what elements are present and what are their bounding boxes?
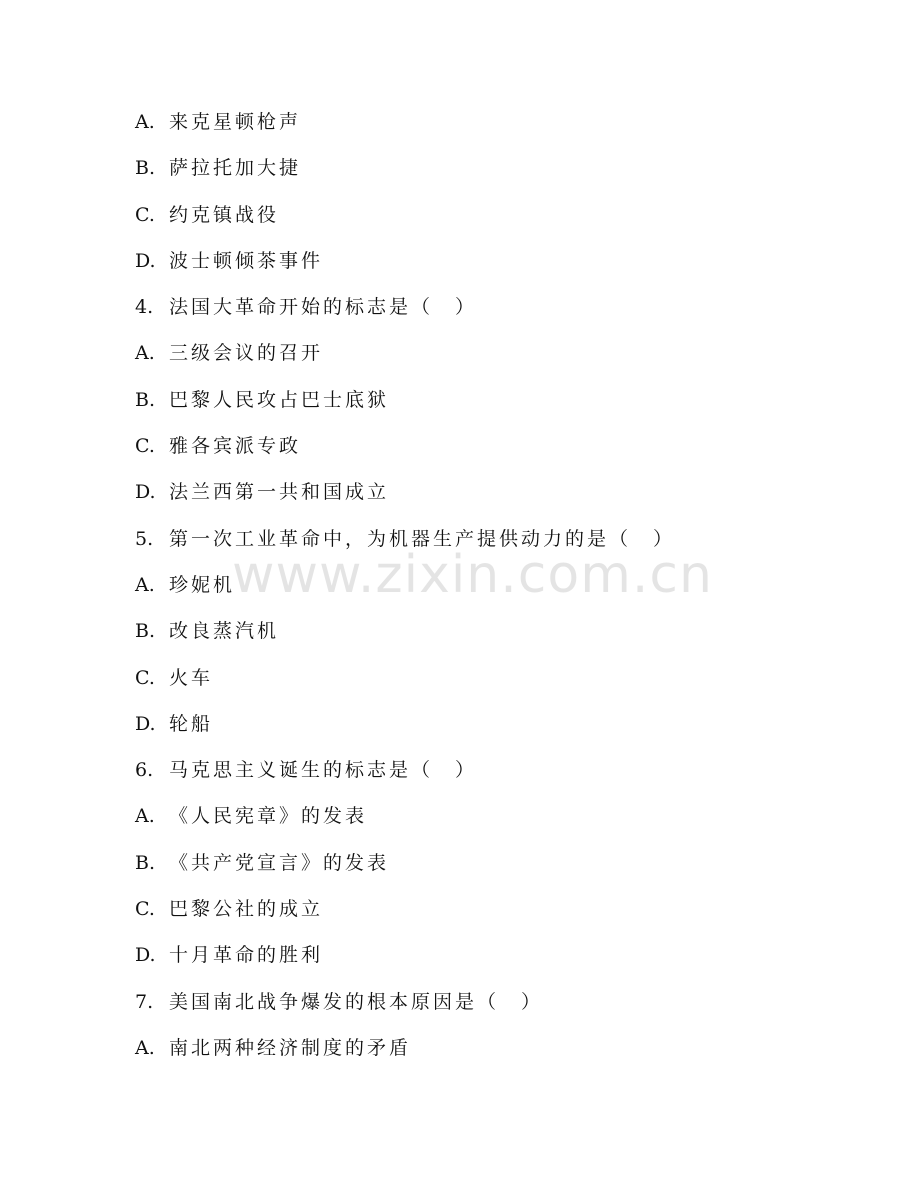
option-marker: A. <box>135 1036 155 1059</box>
option-marker: C. <box>135 898 155 921</box>
option-line <box>135 469 855 515</box>
option-line <box>135 99 855 145</box>
option-marker: C. <box>135 666 155 689</box>
option-line <box>135 377 855 423</box>
option-line <box>135 701 855 747</box>
option-text: 巴黎公社的成立 <box>169 898 324 921</box>
option-marker: A. <box>135 573 155 596</box>
question-list <box>135 99 855 1071</box>
option-line <box>135 1025 855 1071</box>
option-text: 巴黎人民攻占巴士底狱 <box>169 388 390 411</box>
option-line <box>135 840 855 886</box>
option-text: 珍妮机 <box>169 573 236 596</box>
option-line <box>135 562 855 608</box>
option-marker: D. <box>135 249 156 272</box>
question-number: 4. <box>135 296 154 319</box>
question-number: 7. <box>135 990 154 1013</box>
option-marker: A. <box>135 805 155 828</box>
option-line <box>135 238 855 284</box>
option-text: 《共产党宣言》的发表 <box>169 851 390 874</box>
question-text: 美国南北战争爆发的根本原因是（ ） <box>169 990 544 1013</box>
option-marker: D. <box>135 944 156 967</box>
option-text: 来克星顿枪声 <box>169 111 302 133</box>
option-marker: D. <box>135 481 156 504</box>
option-text: 轮船 <box>169 712 214 735</box>
option-text: 萨拉托加大捷 <box>169 157 302 180</box>
watermark: www.zixin.com.cn <box>232 545 713 605</box>
question-text: 第一次工业革命中，为机器生产提供动力的是（ ） <box>169 527 676 550</box>
question-text: 法国大革命开始的标志是（ ） <box>169 296 478 319</box>
option-text: 约克镇战役 <box>169 203 280 226</box>
question-text: 马克思主义诞生的标志是（ ） <box>169 759 478 782</box>
option-marker: A. <box>135 342 155 365</box>
option-marker: B. <box>135 157 156 180</box>
option-marker: B. <box>135 388 156 411</box>
option-text: 改良蒸汽机 <box>169 620 280 643</box>
option-marker: C. <box>135 203 155 226</box>
option-text: 南北两种经济制度的矛盾 <box>169 1036 412 1059</box>
option-text: 十月革命的胜利 <box>169 944 324 967</box>
option-line <box>135 330 855 376</box>
option-marker: A. <box>135 111 155 133</box>
option-line <box>135 655 855 701</box>
option-text: 法兰西第一共和国成立 <box>169 481 390 504</box>
option-line <box>135 932 855 978</box>
option-marker: B. <box>135 851 156 874</box>
question-number: 5. <box>135 527 154 550</box>
option-text: 三级会议的召开 <box>169 342 324 365</box>
option-text: 火车 <box>169 666 214 689</box>
option-text: 《人民宪章》的发表 <box>169 805 368 828</box>
option-line <box>135 608 855 654</box>
option-marker: D. <box>135 712 156 735</box>
question-line <box>135 979 855 1025</box>
option-line <box>135 145 855 191</box>
option-marker: C. <box>135 435 155 458</box>
question-line <box>135 747 855 793</box>
question-line <box>135 516 855 562</box>
question-line <box>135 284 855 330</box>
option-line <box>135 886 855 932</box>
option-line <box>135 793 855 839</box>
option-marker: B. <box>135 620 156 643</box>
question-number: 6. <box>135 759 154 782</box>
option-line <box>135 192 855 238</box>
option-text: 波士顿倾茶事件 <box>169 249 324 272</box>
option-line <box>135 423 855 469</box>
option-text: 雅各宾派专政 <box>169 435 302 458</box>
